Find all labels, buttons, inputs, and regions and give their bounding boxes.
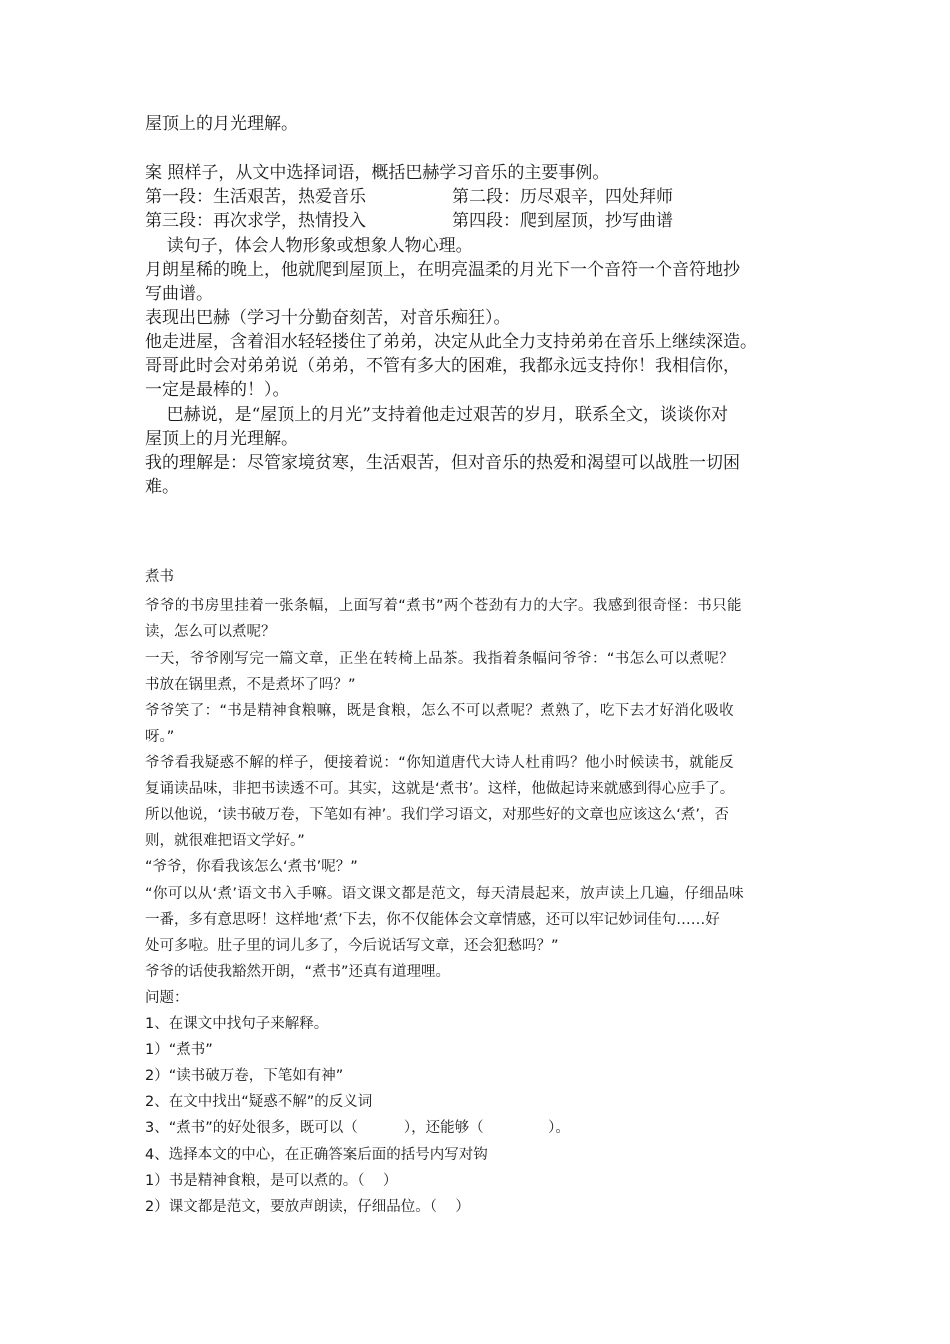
text-line: “你可以从‘煮’语文书入手嘛。语文课文都是范文，每天清晨起来，放声读上几遍，仔细品味	[145, 886, 745, 902]
text-line: 处可多啦。肚子里的词儿多了，今后说话写文章，还会犯愁吗？”	[145, 938, 559, 954]
text-line: 案 照样子，从文中选择词语，概括巴赫学习音乐的主要事例。	[145, 163, 610, 183]
summary-cell: 第四段：爬到屋顶，抄写曲谱	[452, 211, 673, 231]
text-line: 屋顶上的月光理解。	[145, 114, 298, 134]
text-line: 难。	[145, 477, 179, 497]
text-line: 复诵读品味，非把书读透不可。其实，这就是‘煮书’。这样，他做起诗来就感到得心应手了。	[145, 781, 735, 797]
article-title: 煮书	[145, 569, 174, 585]
question-subitem: 1）书是精神食粮，是可以煮的。（ ）	[145, 1173, 398, 1189]
summary-row	[145, 186, 815, 209]
text-line: 爷爷看我疑惑不解的样子，便接着说：“你知道唐代大诗人杜甫吗？他小时候读书，就能反	[145, 755, 735, 771]
text-line: 我的理解是：尽管家境贫寒，生活艰苦，但对音乐的热爱和渴望可以战胜一切困	[145, 453, 740, 473]
text-line: 读句子，体会人物形象或想象人物心理。	[145, 236, 473, 256]
text-line: 哥哥此时会对弟弟说（弟弟，不管有多大的困难，我都永远支持你！我相信你，	[145, 356, 740, 376]
text-line: 一番，多有意思呀！这样地‘煮’下去，你不仅能体会文章情感，还可以牢记妙词佳句……好	[145, 912, 720, 928]
text-line: 则，就很难把语文学好。”	[145, 833, 305, 849]
text-line: 表现出巴赫（学习十分勤奋刻苦，对音乐痴狂）。	[145, 308, 511, 328]
text-line: 写曲谱。	[145, 284, 213, 304]
text-line: 一天，爷爷刚写完一篇文章，正坐在转椅上品茶。我指着条幅问爷爷：“书怎么可以煮呢？	[145, 651, 735, 667]
text-line: 呀。”	[145, 729, 175, 745]
text-line: 一定是最棒的！）。	[145, 380, 290, 400]
text-line: 爷爷的书房里挂着一张条幅，上面写着“煮书”两个苍劲有力的大字。我感到很奇怪：书只能	[145, 598, 742, 614]
text-line: 他走进屋，含着泪水轻轻搂住了弟弟，决定从此全力支持弟弟在音乐上继续深造。	[145, 332, 757, 352]
question-item: 2、在文中找出“疑惑不解”的反义词	[145, 1094, 373, 1110]
question-item: 3、“煮书”的好处很多，既可以（ ），还能够（ ）。	[145, 1120, 570, 1136]
question-item: 1、在课文中找句子来解释。	[145, 1016, 329, 1032]
summary-cell: 第一段：生活艰苦，热爱音乐	[145, 187, 366, 207]
question-subitem: 2）“读书破万卷，下笔如有神”	[145, 1068, 344, 1084]
text-line: 爷爷笑了：“书是精神食粮嘛，既是食粮，怎么不可以煮呢？煮熟了，吃下去才好消化吸收	[145, 703, 735, 719]
text-line: 所以他说，‘读书破万卷，下笔如有神’。我们学习语文，对那些好的文章也应该这么‘煮’，否	[145, 807, 729, 823]
text-line: 月朗星稀的晚上，他就爬到屋顶上，在明亮温柔的月光下一个音符一个音符地抄	[145, 260, 740, 280]
summary-cell: 第二段：历尽艰辛，四处拜师	[452, 187, 673, 207]
summary-cell: 第三段：再次求学，热情投入	[145, 211, 366, 231]
question-item: 4、选择本文的中心，在正确答案后面的括号内写对钩	[145, 1147, 488, 1163]
question-subitem: 1）“煮书”	[145, 1042, 213, 1058]
summary-row	[145, 210, 815, 233]
text-line: 屋顶上的月光理解。	[145, 429, 298, 449]
text-line: 巴赫说，是“屋顶上的月光”支持着他走过艰苦的岁月，联系全文，谈谈你对	[145, 405, 728, 425]
text-line: “爷爷，你看我该怎么‘煮书’呢？”	[145, 859, 358, 875]
text-line: 书放在锅里煮，不是煮坏了吗？”	[145, 677, 356, 693]
text-line: 爷爷的话使我豁然开朗，“煮书”还真有道理哩。	[145, 964, 451, 980]
text-line: 读，怎么可以煮呢？	[145, 624, 276, 640]
question-subitem: 2）课文都是范文，要放声朗读，仔细品位。（ ）	[145, 1199, 470, 1215]
questions-heading: 问题：	[145, 990, 189, 1006]
